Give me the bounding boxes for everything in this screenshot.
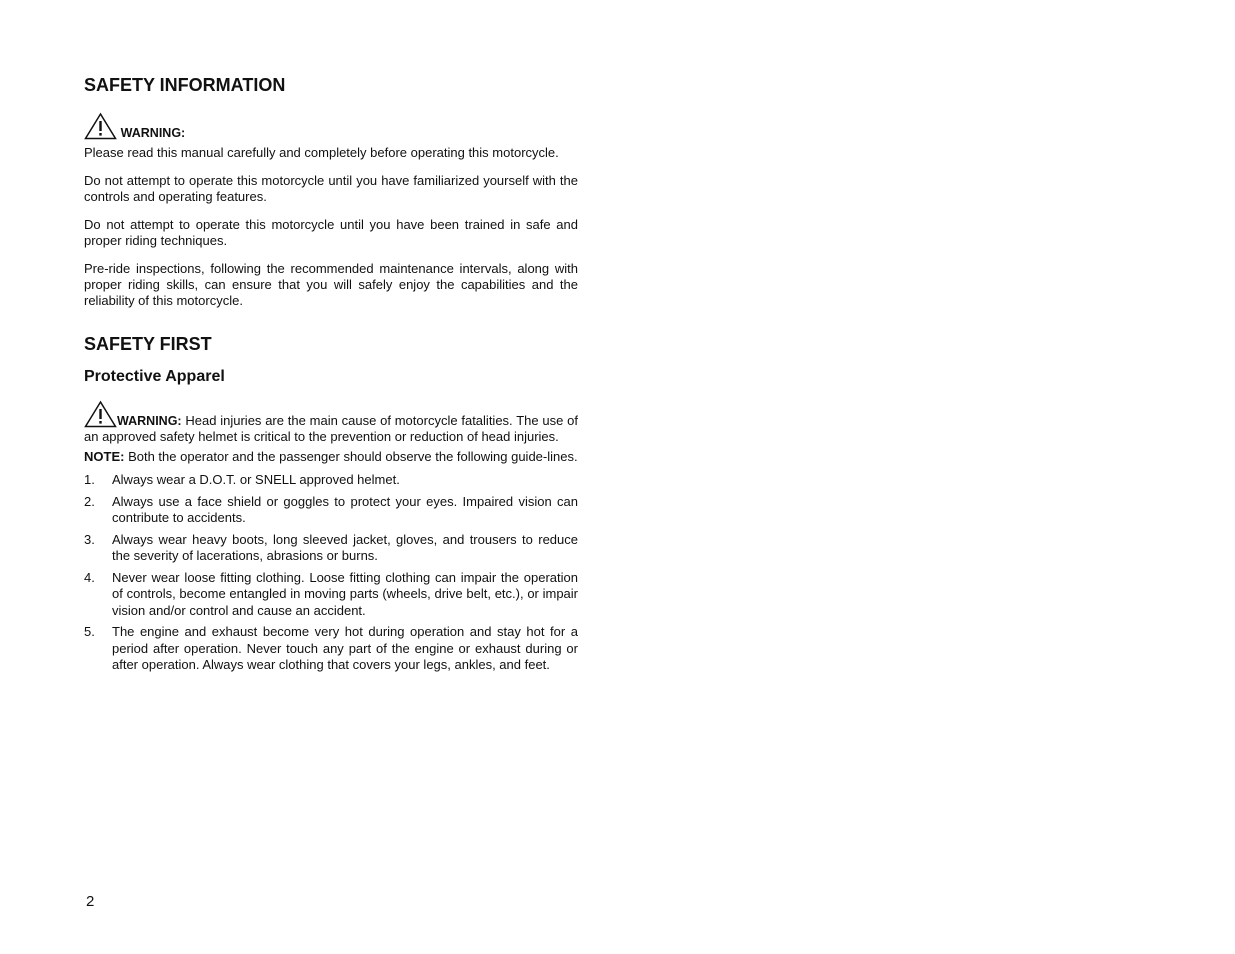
section-title-safety-first: SAFETY FIRST xyxy=(84,334,212,354)
list-item xyxy=(84,472,578,489)
apparel-list xyxy=(84,472,578,674)
list-item xyxy=(84,624,578,674)
list-item-number: 2. xyxy=(84,493,95,509)
list-item-text: Always use a face shield or goggles to protect your eyes. Impaired vision can contribute to accidents. xyxy=(112,493,578,525)
note-paragraph xyxy=(84,449,578,465)
subsection-title: Protective Apparel xyxy=(84,368,225,385)
paragraph: Do not attempt to operate this motorcycle until you have been trained in safe and proper riding techniques. xyxy=(84,217,578,248)
warning-triangle-icon xyxy=(84,400,117,428)
list-item-number: 4. xyxy=(84,569,95,585)
list-item xyxy=(84,494,578,527)
warning-label: WARNING: xyxy=(120,126,186,140)
warning-text: Head injuries are the main cause of motorcycle fatalities. The use of an approved safety helmet is critical to the prevention or reduction of head injuries. xyxy=(84,413,578,444)
section-title-safety-information: SAFETY INFORMATION xyxy=(84,75,286,95)
paragraph: Do not attempt to operate this motorcycle until you have familiarized yourself with the controls and operating features. xyxy=(84,173,578,204)
page-number: 2 xyxy=(86,893,95,910)
list-item-number: 1. xyxy=(84,472,95,487)
paragraph: Pre-ride inspections, following the recommended maintenance intervals, along with proper riding skills, can ensure that you will safely enjoy the capabilities and the reliability of this motorcycle. xyxy=(84,261,578,308)
warning-paragraph xyxy=(84,400,578,445)
list-item xyxy=(84,532,578,565)
note-label: NOTE: xyxy=(84,449,125,464)
warning-label: WARNING: xyxy=(117,414,182,428)
list-item-number: 5. xyxy=(84,624,95,639)
page-content xyxy=(84,74,578,674)
list-item xyxy=(84,570,578,620)
warning-triangle-icon xyxy=(84,112,117,140)
warning-heading xyxy=(84,112,578,141)
list-item-text: Always wear heavy boots, long sleeved jacket, gloves, and trousers to reduce the severity of lacerations, abrasions or burns. xyxy=(112,531,578,563)
list-item-text: Never wear loose fitting clothing. Loose fitting clothing can impair the operation of controls, become entangled in moving parts (wheels, drive belt, etc.), or impair vision and/or control and cause an accident. xyxy=(112,569,578,618)
paragraph: Please read this manual carefully and completely before operating this motorcycle. xyxy=(84,145,559,160)
list-item-number: 3. xyxy=(84,531,95,547)
list-item-text: Always wear a D.O.T. or SNELL approved helmet. xyxy=(112,472,400,487)
note-text: Both the operator and the passenger should observe the following guide-lines. xyxy=(124,449,578,464)
list-item-text: The engine and exhaust become very hot during operation and stay hot for a period after operation. Never touch any part of the engine or exhaust during or after operation. Always wear clothing that covers your legs, ankles, and feet. xyxy=(112,624,578,672)
